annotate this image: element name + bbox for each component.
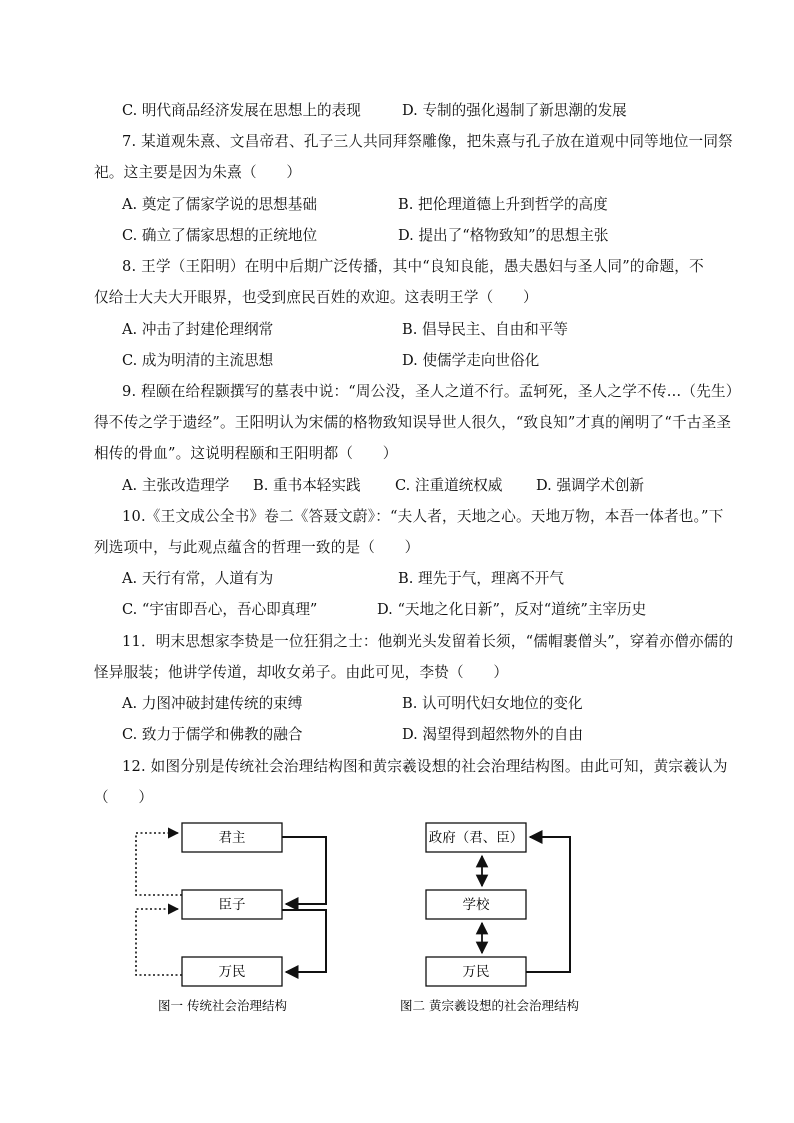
q11-option-a: A. 力图冲破封建传统的束缚	[122, 695, 303, 712]
q7-option-a: A. 奠定了儒家学说的思想基础	[122, 196, 317, 213]
fig1-label-people: 万民	[218, 964, 246, 980]
fig2-arrow-people-to-government	[526, 837, 570, 972]
q12-stem-line2: （ ）	[94, 789, 154, 806]
fig2-label-school: 学校	[462, 897, 490, 913]
q6-option-d: D. 专制的强化遏制了新思潮的发展	[402, 102, 627, 119]
q8-stem-line1: 8. 王学（王阳明）在明中后期广泛传播，其中“良知良能，愚夫愚妇与圣人同”的命题，不	[122, 258, 704, 275]
q11-option-b: B. 认可明代妇女地位的变化	[402, 695, 583, 712]
fig1-label-ministers: 臣子	[218, 897, 246, 913]
q10-stem-line2: 列选项中，与此观点蕴含的哲理一致的是（ ）	[94, 539, 420, 556]
fig2-label-government: 政府（君、臣）	[428, 830, 524, 846]
figure1-traditional-structure	[136, 823, 326, 1013]
q8-option-b: B. 倡导民主、自由和平等	[402, 321, 568, 338]
q10-option-c: C. “宇宙即吾心，吾心即真理”	[122, 601, 318, 618]
governance-structure-diagrams	[120, 815, 620, 1020]
fig1-arrow-ministers-to-people	[282, 910, 326, 972]
q8-stem-line2: 仅给士大夫大开眼界，也受到庶民百姓的欢迎。这表明王学（ ）	[94, 289, 538, 306]
q12-stem-line1: 12. 如图分别是传统社会治理结构图和黄宗羲设想的社会治理结构图。由此可知，黄宗羲认为	[122, 758, 728, 775]
q10-option-d: D. “天地之化日新”，反对“道统”主宰历史	[377, 601, 647, 618]
fig1-dotted-arrow-ministers-to-monarch	[136, 833, 182, 895]
q10-option-b: B. 理先于气，理离不开气	[398, 570, 564, 587]
q7-option-d: D. 提出了“格物致知”的思想主张	[398, 227, 609, 244]
q11-option-d: D. 渴望得到超然物外的自由	[402, 726, 583, 743]
fig1-dotted-arrow-people-to-ministers	[136, 909, 182, 975]
fig1-caption: 图一 传统社会治理结构	[158, 998, 287, 1013]
q10-option-a: A. 天行有常，人道有为	[122, 570, 274, 587]
q10-stem-line1: 10.《王文成公全书》卷二《答聂文蔚》：“夫人者，天地之心。天地万物，本吾一体者也。”下	[122, 508, 724, 525]
fig2-label-people: 万民	[462, 964, 490, 980]
figure2-huang-zongxi-structure	[400, 823, 579, 1013]
q6-option-c: C. 明代商品经济发展在思想上的表现	[122, 102, 361, 119]
q7-option-c: C. 确立了儒家思想的正统地位	[122, 227, 318, 244]
q9-stem-line3: 相传的骨血”。这说明程颐和王阳明都（ ）	[94, 445, 398, 462]
q9-option-c: C. 注重道统权威	[395, 477, 503, 494]
q11-stem-line1: 11．明末思想家李贽是一位狂狷之士：他剃光头发留着长须，“儒帽裹僧头”，穿着亦僧亦儒的	[122, 633, 734, 650]
q9-option-b: B. 重书本轻实践	[253, 477, 361, 494]
q9-option-d: D. 强调学术创新	[536, 477, 645, 494]
q9-option-a: A. 主张改造理学	[122, 477, 230, 494]
q7-stem-line2: 祀。这主要是因为朱熹（ ）	[94, 164, 302, 181]
q11-option-c: C. 致力于儒学和佛教的融合	[122, 726, 303, 743]
q9-stem-line2: 得不传之学于遗经”。王阳明认为宋儒的格物致知误导世人很久，“致良知”才真的阐明了“千古圣圣	[94, 414, 732, 431]
fig1-arrow-monarch-to-ministers	[282, 837, 326, 904]
q9-stem-line1: 9. 程颐在给程颢撰写的墓表中说：“周公没，圣人之道不行。孟轲死，圣人之学不传…（先生）	[122, 383, 741, 400]
q8-option-a: A. 冲击了封建伦理纲常	[122, 321, 274, 338]
q11-stem-line2: 怪异服装；他讲学传道，却收女弟子。由此可见，李贽（ ）	[94, 664, 509, 681]
q7-option-b: B. 把伦理道德上升到哲学的高度	[398, 196, 608, 213]
q7-stem-line1: 7. 某道观朱熹、文昌帝君、孔子三人共同拜祭雕像，把朱熹与孔子放在道观中同等地位一同祭	[122, 133, 733, 150]
fig1-label-monarch: 君主	[218, 830, 246, 846]
q8-option-c: C. 成为明清的主流思想	[122, 352, 274, 369]
q8-option-d: D. 使儒学走向世俗化	[402, 352, 540, 369]
fig2-caption: 图二 黄宗羲设想的社会治理结构	[400, 998, 579, 1013]
